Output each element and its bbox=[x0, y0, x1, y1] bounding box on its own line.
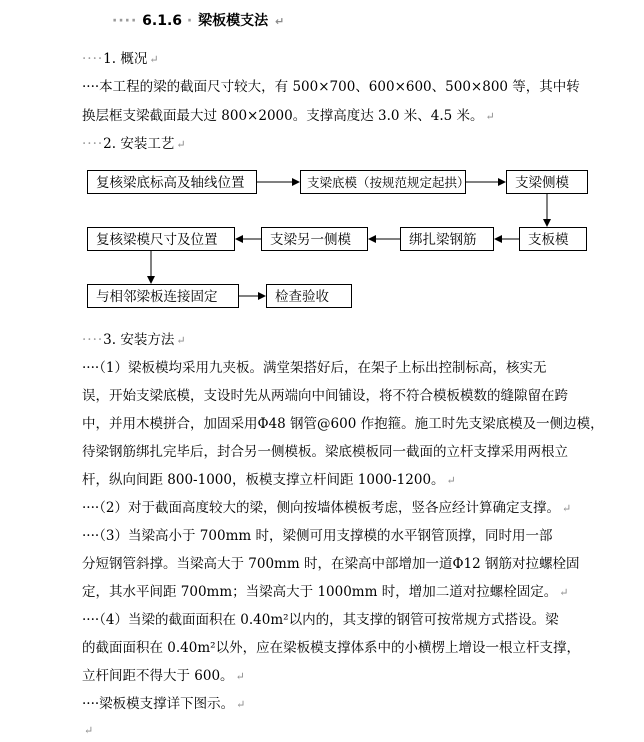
paragraph-line: ····本工程的梁的截面尺寸较大，有 500×700、600×600、500×800 等，其中转 bbox=[82, 79, 580, 95]
paragraph-line: ····（4）当梁的截面面积在 0.40m²以内的，其支撑的钢管可按常规方式搭设。梁 bbox=[82, 612, 559, 628]
subsection-heading-overview: ····1. 概况 ↵ bbox=[82, 51, 159, 67]
paragraph-mark-icon: ↵ bbox=[274, 15, 285, 28]
paragraph-line: 分短钢管斜撑。当梁高大于 700mm 时，在梁高中部增加一道Φ12 钢筋对拉螺栓固 bbox=[82, 556, 580, 572]
paragraph-line: 定，其水平间距 700mm；当梁高大于 1000mm 时，增加二道对拉螺栓固定。 ↵ bbox=[82, 584, 569, 600]
paragraph-line: 中，并用木模拼合，加固采用Φ48 钢管@600 作抱箍。施工时先支梁底模及一侧边模， bbox=[82, 416, 604, 432]
empty-paragraph bbox=[82, 719, 93, 742]
paragraph-mark-icon: ↵ bbox=[176, 138, 186, 151]
paragraph-line: 待梁钢筋绑扎完毕后，封合另一侧模板。梁底模板同一截面的立杆支撑采用两根立 bbox=[82, 444, 568, 460]
leader-dots: ···· bbox=[82, 136, 104, 152]
paragraph-line: 立杆间距不得大于 600。 ↵ bbox=[82, 668, 245, 684]
paragraph-line: 换层框支梁截面最大过 800×2000。支撑高度达 3.0 米、4.5 米。 ↵ bbox=[82, 108, 495, 124]
flow-step-other-side-form: 支梁另一侧模 bbox=[261, 227, 368, 251]
paragraph-mark-icon: ↵ bbox=[562, 502, 572, 515]
flow-step-slab-form: 支板模 bbox=[519, 227, 587, 251]
paragraph-line: ····（1）梁板模均采用九夹板。满堂架搭好后，在架子上标出控制标高，核实无 bbox=[82, 360, 547, 376]
paragraph-line: ····梁板模支撑详下图示。 ↵ bbox=[82, 696, 246, 712]
paragraph-line: 误，开始支梁底模，支设时先从两端向中间铺设，将不符合模板模数的缝隙留在跨 bbox=[82, 388, 568, 404]
section-title-text: 梁板模支法 bbox=[198, 13, 269, 29]
paragraph-mark-icon: ↵ bbox=[485, 110, 495, 123]
leader-dots: ···· bbox=[112, 13, 138, 29]
paragraph-line: ····（2）对于截面高度较大的梁，侧向按墙体模板考虑，竖各应经计算确定支撑。 ↵ bbox=[82, 500, 572, 516]
paragraph-mark-icon: ↵ bbox=[176, 334, 186, 347]
paragraph-mark-icon: ↵ bbox=[446, 474, 456, 487]
separator-dot: · bbox=[186, 13, 194, 29]
paragraph-mark-icon: ↵ bbox=[84, 724, 94, 737]
section-number: 6.1.6 bbox=[142, 13, 183, 29]
flow-step-inspection: 检查验收 bbox=[266, 284, 352, 308]
flow-step-beam-side-form: 支梁侧模 bbox=[506, 170, 588, 194]
flow-step-tie-rebar: 绑扎梁钢筋 bbox=[400, 227, 494, 251]
flow-step-check-elevation: 复核梁底标高及轴线位置 bbox=[87, 170, 257, 194]
subsection-heading-process: ····2. 安装工艺 ↵ bbox=[82, 136, 186, 152]
flow-step-verify-size: 复核梁模尺寸及位置 bbox=[87, 227, 235, 251]
paragraph-line: 杆，纵向间距 800-1000，板模支撑立杆间距 1000-1200。 ↵ bbox=[82, 472, 456, 488]
paragraph-mark-icon: ↵ bbox=[235, 670, 245, 683]
paragraph-mark-icon: ↵ bbox=[236, 698, 246, 711]
paragraph-line: ····（3）当梁高小于 700mm 时，梁侧可用支撑模的水平钢管顶撑，同时用一部 bbox=[82, 528, 553, 544]
paragraph-mark-icon: ↵ bbox=[149, 53, 159, 66]
leader-dots: ···· bbox=[82, 332, 104, 348]
flow-step-beam-bottom-form: 支梁底模（按规范规定起拱） bbox=[300, 170, 466, 194]
subsection-heading-method: ····3. 安装方法 ↵ bbox=[82, 332, 186, 348]
paragraph-mark-icon: ↵ bbox=[559, 586, 569, 599]
paragraph-line: 的截面面积在 0.40m²以外，应在梁板模支撑体系中的小横楞上增设一根立杆支撑， bbox=[82, 640, 581, 656]
flow-step-connect-adjacent: 与相邻梁板连接固定 bbox=[87, 284, 239, 308]
leader-dots: ···· bbox=[82, 51, 104, 67]
